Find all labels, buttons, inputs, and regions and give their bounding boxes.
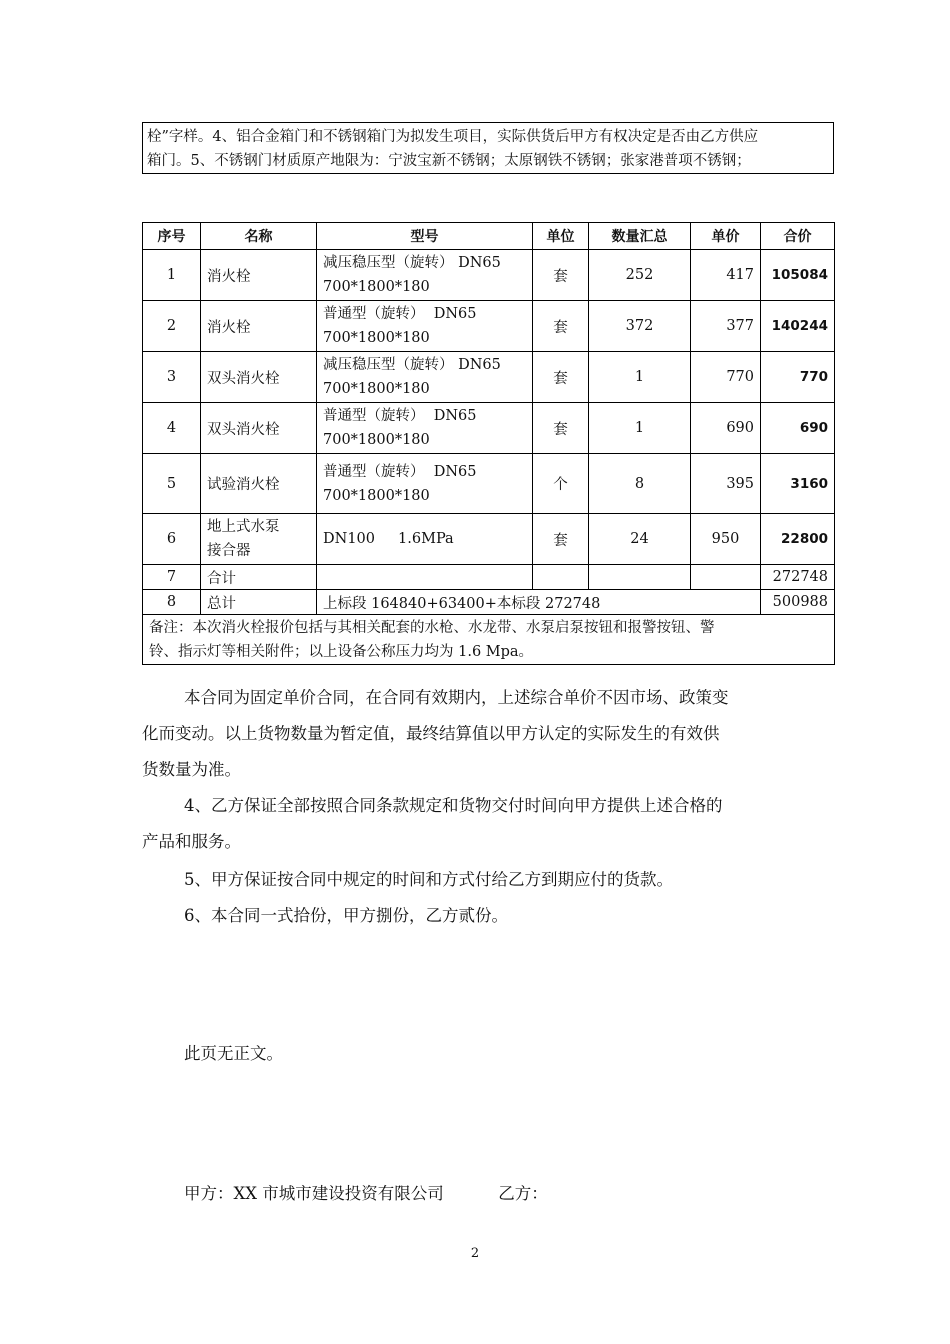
cell-name: 双头消火栓 bbox=[201, 352, 317, 403]
top-note-box bbox=[142, 122, 834, 174]
cell-total: 140244 bbox=[761, 301, 835, 352]
cell-qty: 8 bbox=[589, 454, 691, 514]
table-row bbox=[143, 403, 835, 454]
table-row bbox=[143, 514, 835, 565]
cell-no: 7 bbox=[143, 565, 201, 590]
header-model: 型号 bbox=[317, 223, 533, 250]
table-header-row bbox=[143, 223, 835, 250]
cell-name: 消火栓 bbox=[201, 301, 317, 352]
header-total: 合价 bbox=[761, 223, 835, 250]
header-qty: 数量汇总 bbox=[589, 223, 691, 250]
cell-model: 减压稳压型（旋转） DN65 700*1800*180 bbox=[317, 352, 533, 403]
cell-price: 950 bbox=[691, 514, 761, 565]
cell-no: 8 bbox=[143, 590, 201, 615]
remark-line-1: 备注：本次消火栓报价包括与其相关配套的水枪、水龙带、水泵启泵按钮和报警按钮、警 bbox=[149, 619, 715, 636]
cell-unit: 套 bbox=[533, 250, 589, 301]
cell-name: 地上式水泵 接合器 bbox=[201, 514, 317, 565]
cell-no: 6 bbox=[143, 514, 201, 565]
cell-price: 690 bbox=[691, 403, 761, 454]
cell-unit: 套 bbox=[533, 403, 589, 454]
cell-price: 395 bbox=[691, 454, 761, 514]
cell-model: 减压稳压型（旋转） DN65 700*1800*180 bbox=[317, 250, 533, 301]
cell-name: 双头消火栓 bbox=[201, 403, 317, 454]
signature-line bbox=[142, 1176, 854, 1212]
header-no: 序号 bbox=[143, 223, 201, 250]
cell-empty bbox=[533, 565, 589, 590]
cell-name: 合计 bbox=[201, 565, 317, 590]
cell-qty: 1 bbox=[589, 352, 691, 403]
remark-cell bbox=[143, 615, 835, 665]
cell-total: 500988 bbox=[761, 590, 835, 615]
cell-name: 消火栓 bbox=[201, 250, 317, 301]
remark-row bbox=[143, 615, 835, 665]
cell-unit: 个 bbox=[533, 454, 589, 514]
grand-total-row bbox=[143, 590, 835, 615]
cell-qty: 24 bbox=[589, 514, 691, 565]
no-text-note: 此页无正文。 bbox=[184, 1044, 283, 1063]
cell-empty bbox=[691, 565, 761, 590]
paragraph-clause-6: 6、本合同一式拾份，甲方捌份，乙方贰份。 bbox=[184, 906, 508, 925]
cell-detail: 上标段 164840+63400+本标段 272748 bbox=[317, 590, 761, 615]
header-price: 单价 bbox=[691, 223, 761, 250]
cell-no: 5 bbox=[143, 454, 201, 514]
subtotal-row bbox=[143, 565, 835, 590]
price-table bbox=[142, 222, 835, 665]
page-number: 2 bbox=[470, 1246, 480, 1261]
cell-no: 1 bbox=[143, 250, 201, 301]
cell-unit: 套 bbox=[533, 301, 589, 352]
cell-no: 4 bbox=[143, 403, 201, 454]
cell-total: 272748 bbox=[761, 565, 835, 590]
cell-name: 试验消火栓 bbox=[201, 454, 317, 514]
cell-price: 377 bbox=[691, 301, 761, 352]
table-row bbox=[143, 352, 835, 403]
party-a-label: 甲方：XX 市城市建设投资有限公司 bbox=[184, 1184, 444, 1203]
cell-total: 770 bbox=[761, 352, 835, 403]
cell-model: 普通型（旋转） DN65 700*1800*180 bbox=[317, 301, 533, 352]
header-name: 名称 bbox=[201, 223, 317, 250]
cell-unit: 套 bbox=[533, 352, 589, 403]
remark-line-2: 铃、指示灯等相关附件；以上设备公称压力均为 1.6 Mpa。 bbox=[149, 643, 534, 660]
cell-model: DN100 1.6MPa bbox=[317, 514, 533, 565]
table-row bbox=[143, 250, 835, 301]
cell-total: 690 bbox=[761, 403, 835, 454]
cell-no: 2 bbox=[143, 301, 201, 352]
cell-no: 3 bbox=[143, 352, 201, 403]
table-row bbox=[143, 454, 835, 514]
paragraph-fixed-price: 本合同为固定单价合同，在合同有效期内，上述综合单价不因市场、政策变 化而变动。以上货物数量为暂定值，最终结算值以甲方认定的实际发生的有效供 货数量为准。 bbox=[142, 688, 729, 779]
header-unit: 单位 bbox=[533, 223, 589, 250]
cell-total: 105084 bbox=[761, 250, 835, 301]
paragraph-clause-4: 4、乙方保证全部按照合同条款规定和货物交付时间向甲方提供上述合格的 产品和服务。 bbox=[142, 796, 723, 851]
cell-total: 3160 bbox=[761, 454, 835, 514]
top-note-line-1: 栓”字样。4、铝合金箱门和不锈钢箱门为拟发生项目，实际供货后甲方有权决定是否由乙方供应 bbox=[147, 129, 759, 145]
cell-unit: 套 bbox=[533, 514, 589, 565]
cell-model: 普通型（旋转） DN65 700*1800*180 bbox=[317, 403, 533, 454]
cell-model: 普通型（旋转） DN65 700*1800*180 bbox=[317, 454, 533, 514]
cell-price: 770 bbox=[691, 352, 761, 403]
paragraph-clause-5: 5、甲方保证按合同中规定的时间和方式付给乙方到期应付的货款。 bbox=[184, 870, 673, 889]
cell-empty bbox=[317, 565, 533, 590]
cell-total: 22800 bbox=[761, 514, 835, 565]
cell-name: 总计 bbox=[201, 590, 317, 615]
cell-empty bbox=[589, 565, 691, 590]
party-b-label: 乙方： bbox=[498, 1184, 548, 1203]
top-note-line-2: 箱门。5、不锈钢门材质原产地限为：宁波宝新不锈钢；太原钢铁不锈钢；张家港普项不锈钢； bbox=[147, 153, 751, 169]
cell-qty: 1 bbox=[589, 403, 691, 454]
cell-qty: 372 bbox=[589, 301, 691, 352]
table-row bbox=[143, 301, 835, 352]
cell-price: 417 bbox=[691, 250, 761, 301]
cell-qty: 252 bbox=[589, 250, 691, 301]
